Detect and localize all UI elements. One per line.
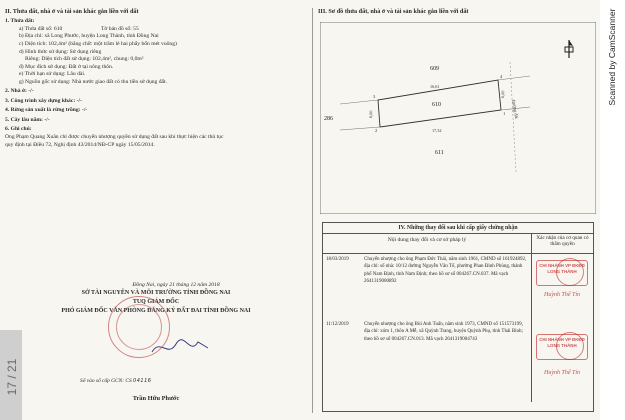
usage-form: d) Hình thức sử dụng: Sử dụng riêng	[19, 48, 102, 55]
department: SỞ TÀI NGUYÊN VÀ MÔI TRƯỜNG TỈNH ĐỒNG NAI	[81, 290, 231, 297]
corner-3: 3	[373, 94, 376, 99]
origin: g) Nguồn gốc sử dụng: Nhà nước giao đất có thu tiền sử dụng đất.	[19, 78, 167, 85]
change-entry	[326, 321, 528, 343]
corner-4: 4	[500, 74, 503, 79]
sign-date: Đồng Nai, ngày 21 tháng 12 năm 2018	[132, 282, 220, 288]
change-date: 18/03/2019	[326, 257, 349, 262]
area: c) Diện tích: 102,4m² (bằng chữ: một trăm lẻ hai phẩy bốn mét vuông)	[19, 41, 177, 47]
term: e) Thời hạn sử dụng: Lâu dài.	[19, 71, 86, 78]
confirm-signature: Huỳnh Thế Tín	[544, 292, 580, 298]
official-signature	[150, 336, 210, 360]
private-use: Riêng: Diện tích đất sử dụng: 102,4m²,	[25, 56, 113, 63]
section-2	[5, 8, 307, 149]
signer-name: Trần Hữu Phước	[132, 395, 180, 402]
note-line-1: Ông Phạm Quang Xuân chỉ được chuyển nhượng quyền sử dụng đất sau khi thực hiện các thủ tục	[5, 134, 224, 141]
land-label: 1. Thửa đất:	[5, 18, 35, 25]
note-line-2: quy định tại Điều 72, Nghị định 43/2014/NĐ-CP ngày 15/05/2014.	[5, 141, 155, 148]
confirm-signature: Huỳnh Thế Tín	[544, 370, 580, 376]
issue-label: Số vào sổ cấp GCN: CS	[80, 378, 132, 384]
corner-2: 2	[375, 128, 378, 133]
parcel-diagram	[320, 22, 596, 214]
section-3-title: III. Sơ đồ thửa đất, nhà ở và tài sản khác gắn liền với đất	[318, 8, 469, 15]
neighbor-bottom: 611	[435, 150, 444, 156]
parcel-row	[5, 26, 307, 34]
road-label: Đường đất	[511, 99, 520, 120]
page-counter	[0, 330, 22, 420]
change-date: 11/12/2019	[326, 322, 349, 327]
section-4	[322, 222, 594, 412]
round-seal	[556, 332, 584, 360]
section-4-title: IV. Những thay đổi sau khi cấp giấy chứng nhận	[323, 223, 593, 234]
section-4-header	[323, 234, 593, 254]
corner-1: 1	[503, 111, 506, 116]
production-forest: 4. Rừng sản xuất là rừng trồng: -/-	[5, 107, 88, 114]
perennial-trees: 5. Cây lâu năm: -/-	[5, 116, 50, 123]
parcel-number: a) Thửa đất số: 610	[19, 25, 63, 32]
top-length: 16,61	[430, 84, 440, 89]
director-label: TUQ GIÁM ĐỐC	[132, 299, 180, 306]
round-seal	[556, 258, 584, 286]
parcel-label: 610	[432, 102, 441, 108]
col-confirm-header: Xác nhận của cơ quan có thẩm quyền	[531, 234, 593, 253]
scanner-label: Scanned by CamScanner	[607, 8, 617, 106]
change-text: Chuyển nhượng cho ông Phạm Đức Thái, năm sinh 1961, CMND số 161924892, địa chỉ: số nhà: 10/12 đường Nguyễn Văn Tố, phường Phan Đình Phùng, thành phố Nam Định, tỉnh Nam Định; theo hồ sơ số 004267.CN.037. Mã vạch 2641319000892	[364, 257, 527, 284]
shared-use: chung: 0,0m²	[113, 56, 144, 63]
issue-number: 04116	[133, 378, 152, 384]
page-counter-text: 17 / 21	[5, 358, 19, 396]
section-2-title: II. Thửa đất, nhà ở và tài sản khác gắn liền với đất	[5, 8, 139, 15]
left-length: 6,00	[368, 110, 374, 119]
change-text: Chuyển nhượng cho ông Bùi Anh Tuấn, năm sinh 1973, CMND số 151573199, địa chỉ: xóm 1, thôn A Mễ, xã Quỳnh Trang, huyện Quỳnh Phụ, tỉnh Thái Bình; theo hồ sơ số 004267.CN.013. Mã vạch 2641319004743	[364, 322, 523, 342]
confirm-column	[531, 254, 593, 402]
approval-stamp: CHI NHÁNH VP ĐKĐĐ LONG THÀNH	[536, 260, 588, 286]
usage-detail	[5, 56, 307, 64]
north-arrow-icon	[562, 38, 576, 60]
change-list	[323, 254, 531, 402]
section-4-body	[323, 254, 593, 402]
bottom-length: 17,32	[432, 128, 442, 133]
approval-stamp: CHI NHÁNH VP ĐKĐĐ LONG THÀNH	[536, 334, 588, 360]
column-divider	[312, 8, 313, 413]
house: 2. Nhà ở: -/-	[5, 88, 34, 95]
address: b) Địa chỉ: xã Long Phước, huyện Long Thành, tỉnh Đồng Nai	[19, 33, 159, 40]
neighbor-top: 609	[430, 66, 439, 72]
office: PHÓ GIÁM ĐỐC VĂN PHÒNG ĐĂNG KÝ ĐẤT ĐAI TỈNH ĐỒNG NAI	[61, 308, 251, 315]
right-length: 6,00	[500, 90, 506, 99]
change-entry	[326, 256, 528, 285]
neighbor-left: 286	[324, 116, 333, 122]
map-sheet: Tờ bản đồ số: 55	[101, 25, 139, 32]
purpose: đ) Mục đích sử dụng: Đất ở tại nông thôn.	[19, 63, 114, 70]
issue-number-line	[80, 378, 151, 384]
notes-label: 6. Ghi chú:	[5, 126, 32, 133]
section-3	[318, 8, 596, 17]
col-content-header: Nội dung thay đổi và cơ sở pháp lý	[387, 237, 467, 243]
scanner-watermark-strip	[600, 0, 625, 420]
other-construction: 3. Công trình xây dựng khác: -/-	[5, 97, 82, 104]
